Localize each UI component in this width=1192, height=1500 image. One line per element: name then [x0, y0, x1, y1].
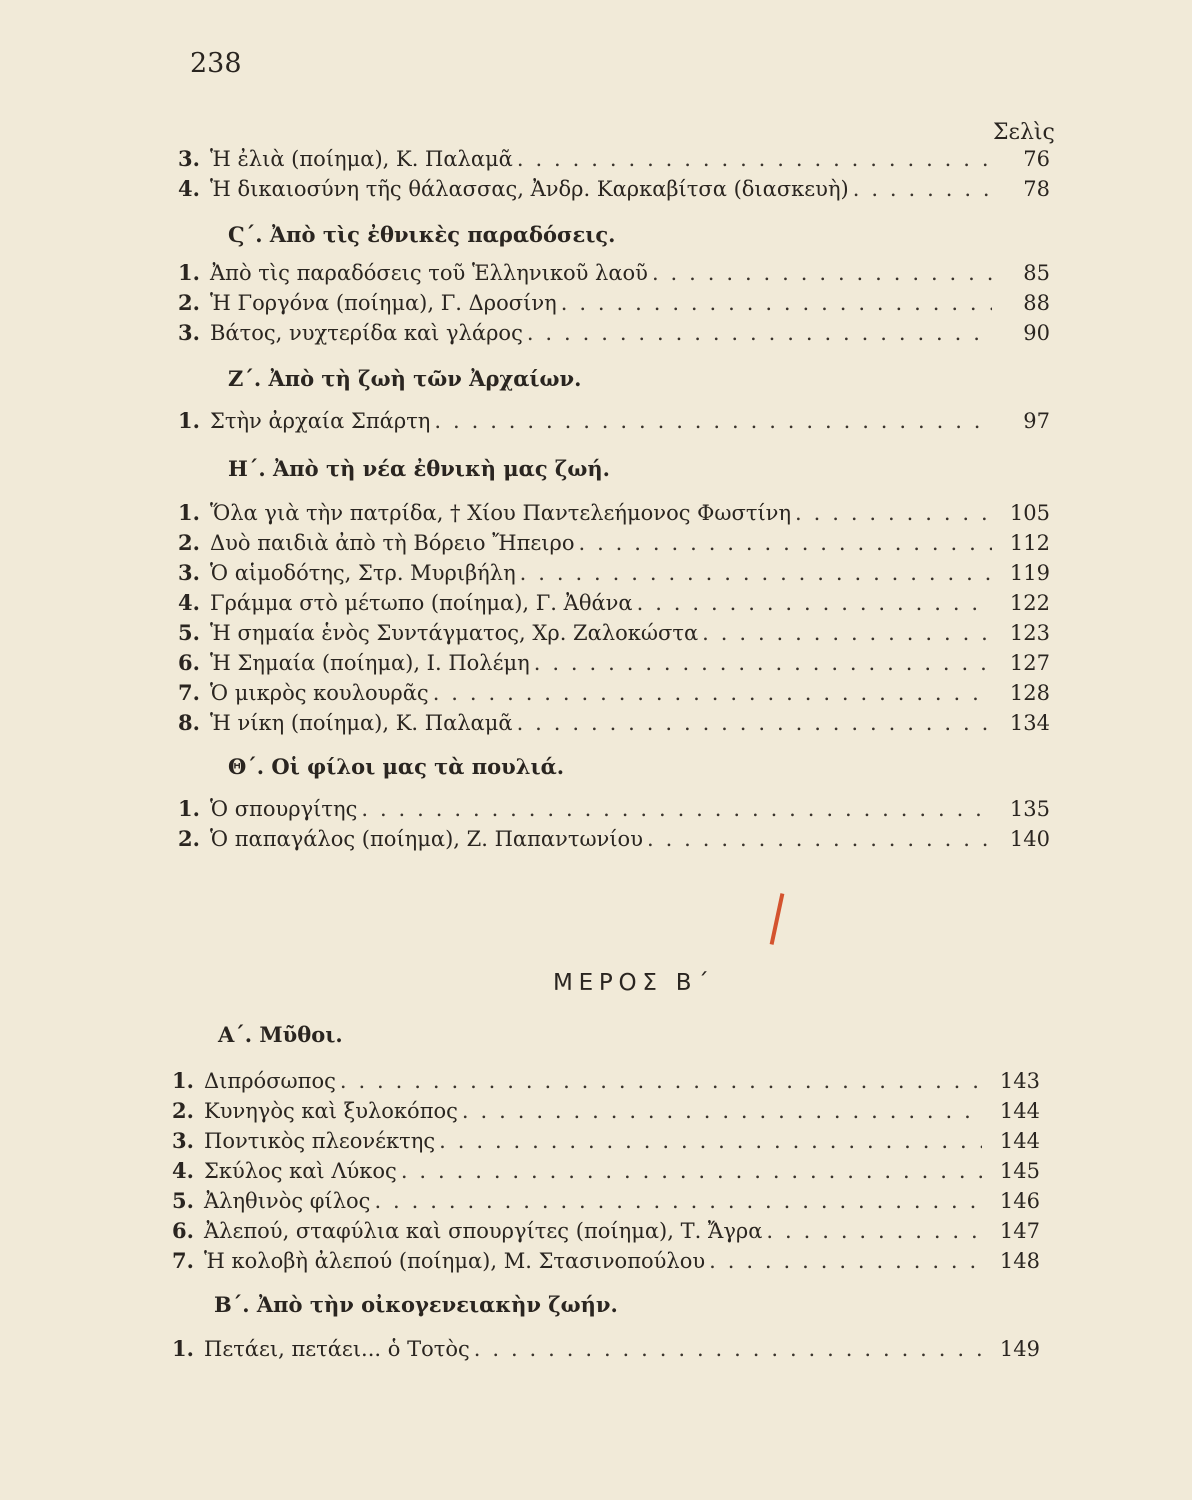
entry-title: Ὁ σπουργίτης	[210, 797, 358, 821]
entry-page: 122	[1009, 591, 1050, 615]
entry-number: 2.	[178, 826, 200, 851]
red-pencil-mark	[770, 893, 785, 945]
entry-page: 144	[999, 1099, 1040, 1123]
leader-dots	[401, 1159, 982, 1183]
entry-title: Διπρόσωπος	[204, 1069, 336, 1093]
leader-dots	[340, 1069, 982, 1093]
toc-entry	[178, 710, 1050, 735]
leader-dots	[517, 147, 992, 171]
entry-title: Στὴν ἀρχαία Σπάρτη	[210, 409, 431, 433]
toc-entry	[178, 560, 1050, 585]
leader-dots	[517, 711, 992, 735]
entry-title: Ἀλεπού, σταφύλια καὶ σπουργίτες (ποίημα), Τ. Ἄγρα	[204, 1219, 763, 1243]
toc-entry	[178, 146, 1050, 171]
entry-title: Ποντικὸς πλεονέκτης	[204, 1129, 436, 1153]
entry-number: 4.	[178, 590, 200, 615]
entry-title: Δυὸ παιδιὰ ἀπὸ τὴ Βόρειο Ἤπειρο	[210, 531, 575, 555]
toc-entry	[178, 620, 1050, 645]
entry-page: 140	[1009, 827, 1050, 851]
entry-page: 76	[1023, 147, 1050, 171]
entry-title: Ὁ παπαγάλος (ποίημα), Ζ. Παπαντωνίου	[210, 827, 643, 851]
entry-number: 6.	[172, 1218, 194, 1243]
toc-entry	[178, 290, 1050, 315]
entry-number: 1.	[178, 796, 200, 821]
entry-page: 135	[1009, 797, 1050, 821]
entry-title: Ἡ νίκη (ποίημα), Κ. Παλαμᾶ	[210, 711, 513, 735]
entry-number: 4.	[178, 176, 200, 201]
leader-dots	[474, 1337, 982, 1361]
entry-number: 1.	[178, 408, 200, 433]
entry-title: Ὅλα γιὰ τὴν πατρίδα, † Χίου Παντελεήμονος Φωστίνη	[210, 501, 792, 525]
entry-number: 3.	[172, 1128, 194, 1153]
leader-dots	[647, 827, 992, 851]
entry-number: 2.	[178, 290, 200, 315]
toc-entry	[178, 796, 1050, 821]
entry-title: Ἀπὸ τὶς παραδόσεις τοῦ Ἑλληνικοῦ λαοῦ	[210, 261, 648, 285]
leader-dots	[637, 591, 992, 615]
toc-entry	[178, 590, 1050, 615]
entry-number: 6.	[178, 650, 200, 675]
entry-number: 1.	[172, 1068, 194, 1093]
section-heading: Β΄. Ἀπὸ τὴν οἰκογενειακὴν ζωήν.	[214, 1292, 618, 1317]
leader-dots	[561, 291, 992, 315]
page-column-label: Σελὶς	[993, 120, 1055, 145]
leader-dots	[795, 501, 992, 525]
entry-title: Βάτος, νυχτερίδα καὶ γλάρος	[210, 321, 523, 345]
section-heading: Ζ΄. Ἀπὸ τὴ ζωὴ τῶν Ἀρχαίων.	[228, 366, 582, 391]
entry-title: Ὁ μικρὸς κουλουρᾶς	[210, 681, 429, 705]
entry-page: 123	[1009, 621, 1050, 645]
entry-page: 144	[999, 1129, 1040, 1153]
entry-page: 145	[999, 1159, 1040, 1183]
toc-entry	[178, 680, 1050, 705]
leader-dots	[709, 1249, 982, 1273]
toc-entry	[178, 320, 1050, 345]
entry-number: 2.	[178, 530, 200, 555]
page-number: 238	[190, 48, 242, 79]
section-heading: Η΄. Ἀπὸ τὴ νέα ἐθνικὴ μας ζωή.	[228, 456, 610, 481]
toc-entry	[172, 1218, 1040, 1243]
entry-title: Ἡ Σημαία (ποίημα), Ι. Πολέμη	[210, 651, 530, 675]
entry-page: 90	[1023, 321, 1050, 345]
entry-page: 128	[1009, 681, 1050, 705]
toc-entry	[172, 1188, 1040, 1213]
entry-title: Γράμμα στὸ μέτωπο (ποίημα), Γ. Ἀθάνα	[210, 591, 633, 615]
entry-page: 78	[1023, 177, 1050, 201]
leader-dots	[702, 621, 992, 645]
leader-dots	[433, 681, 992, 705]
entry-page: 148	[999, 1249, 1040, 1273]
entry-title: Ἡ ἐλιὰ (ποίημα), Κ. Παλαμᾶ	[210, 147, 513, 171]
entry-number: 1.	[178, 500, 200, 525]
leader-dots	[766, 1219, 982, 1243]
entry-title: Ἡ δικαιοσύνη τῆς θάλασσας, Ἀνδρ. Καρκαβίτσα (διασκευὴ)	[210, 177, 849, 201]
entry-number: 2.	[172, 1098, 194, 1123]
entry-number: 7.	[178, 680, 200, 705]
entry-number: 5.	[178, 620, 200, 645]
toc-entry	[172, 1068, 1040, 1093]
entry-number: 3.	[178, 146, 200, 171]
toc-entry	[178, 500, 1050, 525]
entry-title: Πετάει, πετάει... ὁ Τοτὸς	[204, 1337, 470, 1361]
leader-dots	[361, 797, 992, 821]
entry-page: 88	[1023, 291, 1050, 315]
entry-page: 127	[1009, 651, 1050, 675]
leader-dots	[578, 531, 992, 555]
entry-title: Ἡ σημαία ἑνὸς Συντάγματος, Χρ. Ζαλοκώστα	[210, 621, 699, 645]
leader-dots	[462, 1099, 982, 1123]
entry-page: 85	[1023, 261, 1050, 285]
entry-page: 134	[1009, 711, 1050, 735]
entry-page: 119	[1009, 561, 1050, 585]
entry-number: 8.	[178, 710, 200, 735]
toc-entry	[172, 1128, 1040, 1153]
entry-number: 4.	[172, 1158, 194, 1183]
section-heading: Θ΄. Οἱ φίλοι μας τὰ πουλιά.	[228, 754, 565, 779]
entry-title: Ἡ Γοργόνα (ποίημα), Γ. Δροσίνη	[210, 291, 557, 315]
leader-dots	[853, 177, 992, 201]
leader-dots	[434, 409, 992, 433]
entry-title: Ἡ κολοβὴ ἀλεπού (ποίημα), Μ. Στασινοπούλου	[204, 1249, 706, 1273]
entry-title: Σκύλος καὶ Λύκος	[204, 1159, 397, 1183]
entry-page: 112	[1009, 531, 1050, 555]
entry-page: 146	[999, 1189, 1040, 1213]
toc-entry	[178, 530, 1050, 555]
entry-page: 105	[1009, 501, 1050, 525]
entry-number: 7.	[172, 1248, 194, 1273]
toc-entry	[178, 260, 1050, 285]
toc-entry	[172, 1158, 1040, 1183]
entry-page: 143	[999, 1069, 1040, 1093]
leader-dots	[439, 1129, 982, 1153]
section-heading: Ϛ΄. Ἀπὸ τὶς ἐθνικὲς παραδόσεις.	[228, 222, 616, 247]
leader-dots	[534, 651, 992, 675]
entry-number: 3.	[178, 560, 200, 585]
entry-number: 1.	[178, 260, 200, 285]
leader-dots	[520, 561, 992, 585]
toc-entry	[178, 176, 1050, 201]
entry-page: 97	[1023, 409, 1050, 433]
entry-number: 5.	[172, 1188, 194, 1213]
entry-page: 149	[999, 1337, 1040, 1361]
leader-dots	[652, 261, 992, 285]
leader-dots	[374, 1189, 982, 1213]
toc-entry	[172, 1098, 1040, 1123]
leader-dots	[527, 321, 992, 345]
part-title: ΜΕΡΟΣ Β΄	[553, 970, 715, 996]
toc-entry	[178, 408, 1050, 433]
toc-entry	[172, 1336, 1040, 1361]
entry-number: 1.	[172, 1336, 194, 1361]
entry-title: Κυνηγὸς καὶ ξυλοκόπος	[204, 1099, 458, 1123]
entry-page: 147	[999, 1219, 1040, 1243]
entry-title: Ἀληθινὸς φίλος	[204, 1189, 371, 1213]
entry-title: Ὁ αἱμοδότης, Στρ. Μυριβήλη	[210, 561, 516, 585]
section-heading: Α΄. Μῦθοι.	[218, 1022, 343, 1047]
toc-entry	[172, 1248, 1040, 1273]
entry-number: 3.	[178, 320, 200, 345]
toc-entry	[178, 826, 1050, 851]
toc-entry	[178, 650, 1050, 675]
